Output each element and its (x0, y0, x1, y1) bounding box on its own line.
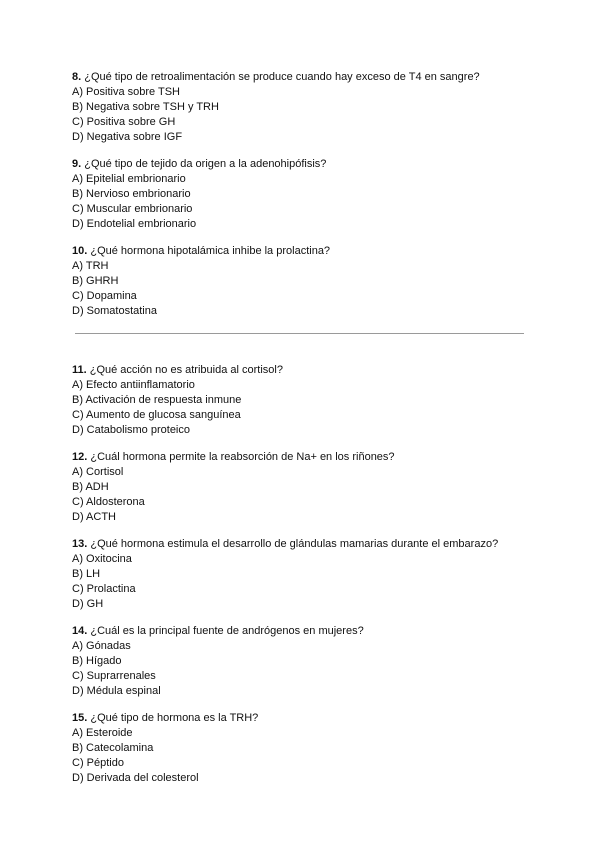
option-d: D) Somatostatina (72, 305, 157, 317)
options-list (72, 378, 532, 438)
question-15 (72, 711, 532, 786)
spacer (72, 612, 532, 624)
question-number: 14. (72, 625, 88, 637)
document-page (72, 70, 532, 786)
question-12 (72, 450, 532, 525)
options-list (72, 639, 532, 699)
options-list (72, 85, 532, 145)
option-c: C) Positiva sobre GH (72, 116, 176, 128)
question-14 (72, 624, 532, 699)
option-b: B) Hígado (72, 655, 122, 667)
option-b: B) LH (72, 568, 101, 580)
option-a: A) Gónadas (72, 640, 131, 652)
question-number: 13. (72, 538, 88, 550)
option-b: B) Activación de respuesta inmune (72, 394, 242, 406)
question-prompt: ¿Qué tipo de tejido da origen a la adenohipófisis? (81, 158, 327, 170)
question-prompt: ¿Qué tipo de hormona es la TRH? (87, 712, 259, 724)
question-8 (72, 70, 532, 145)
option-d: D) Negativa sobre IGF (72, 131, 183, 143)
spacer (72, 438, 532, 450)
question-prompt: ¿Qué tipo de retroalimentación se produce cuando hay exceso de T4 en sangre? (81, 71, 480, 83)
question-prompt: ¿Qué hormona hipotalámica inhibe la prolactina? (87, 245, 331, 257)
option-b: B) Catecolamina (72, 742, 154, 754)
question-9 (72, 157, 532, 232)
option-c: C) Aldosterona (72, 496, 145, 508)
question-prompt: ¿Qué acción no es atribuida al cortisol? (86, 364, 283, 376)
question-text (72, 450, 532, 465)
option-b: B) ADH (72, 481, 109, 493)
question-prompt: ¿Qué hormona estimula el desarrollo de glándulas mamarias durante el embarazo? (87, 538, 499, 550)
option-d: D) Endotelial embrionario (72, 218, 197, 230)
option-a: A) Esteroide (72, 727, 133, 739)
question-text (72, 537, 532, 552)
spacer (72, 145, 532, 157)
spacer (72, 232, 532, 244)
question-text (72, 244, 532, 259)
options-list (72, 726, 532, 786)
question-text (72, 624, 532, 639)
spacer (72, 525, 532, 537)
question-number: 11. (72, 364, 87, 376)
question-number: 9. (72, 158, 82, 170)
option-a: A) Epitelial embrionario (72, 173, 186, 185)
option-c: C) Suprarrenales (72, 670, 156, 682)
option-a: A) Oxitocina (72, 553, 132, 565)
option-c: C) Muscular embrionario (72, 203, 193, 215)
question-number: 12. (72, 451, 88, 463)
options-list (72, 552, 532, 612)
question-number: 10. (72, 245, 88, 257)
option-b: B) GHRH (72, 275, 119, 287)
option-a: A) Efecto antiinflamatorio (72, 379, 195, 391)
option-d: D) Catabolismo proteico (72, 424, 190, 436)
option-d: D) GH (72, 598, 104, 610)
option-d: D) Médula espinal (72, 685, 161, 697)
question-number: 8. (72, 71, 82, 83)
option-d: D) Derivada del colesterol (72, 772, 199, 784)
option-b: B) Negativa sobre TSH y TRH (72, 101, 219, 113)
options-list (72, 259, 532, 319)
options-list (72, 465, 532, 525)
section-divider (75, 333, 524, 334)
question-text (72, 70, 532, 85)
option-b: B) Nervioso embrionario (72, 188, 191, 200)
question-prompt: ¿Cuál hormona permite la reabsorción de Na+ en los riñones? (87, 451, 395, 463)
question-text (72, 157, 532, 172)
question-10 (72, 244, 532, 319)
option-a: A) Positiva sobre TSH (72, 86, 181, 98)
question-11 (72, 363, 532, 438)
option-a: A) TRH (72, 260, 109, 272)
option-c: C) Aumento de glucosa sanguínea (72, 409, 241, 421)
section-divider-wrap (72, 319, 532, 363)
option-c: C) Dopamina (72, 290, 137, 302)
question-text (72, 711, 532, 726)
option-d: D) ACTH (72, 511, 116, 523)
question-text (72, 363, 532, 378)
option-c: C) Prolactina (72, 583, 136, 595)
option-c: C) Péptido (72, 757, 124, 769)
question-13 (72, 537, 532, 612)
question-number: 15. (72, 712, 88, 724)
option-a: A) Cortisol (72, 466, 124, 478)
spacer (72, 699, 532, 711)
question-prompt: ¿Cuál es la principal fuente de andrógenos en mujeres? (87, 625, 364, 637)
options-list (72, 172, 532, 232)
